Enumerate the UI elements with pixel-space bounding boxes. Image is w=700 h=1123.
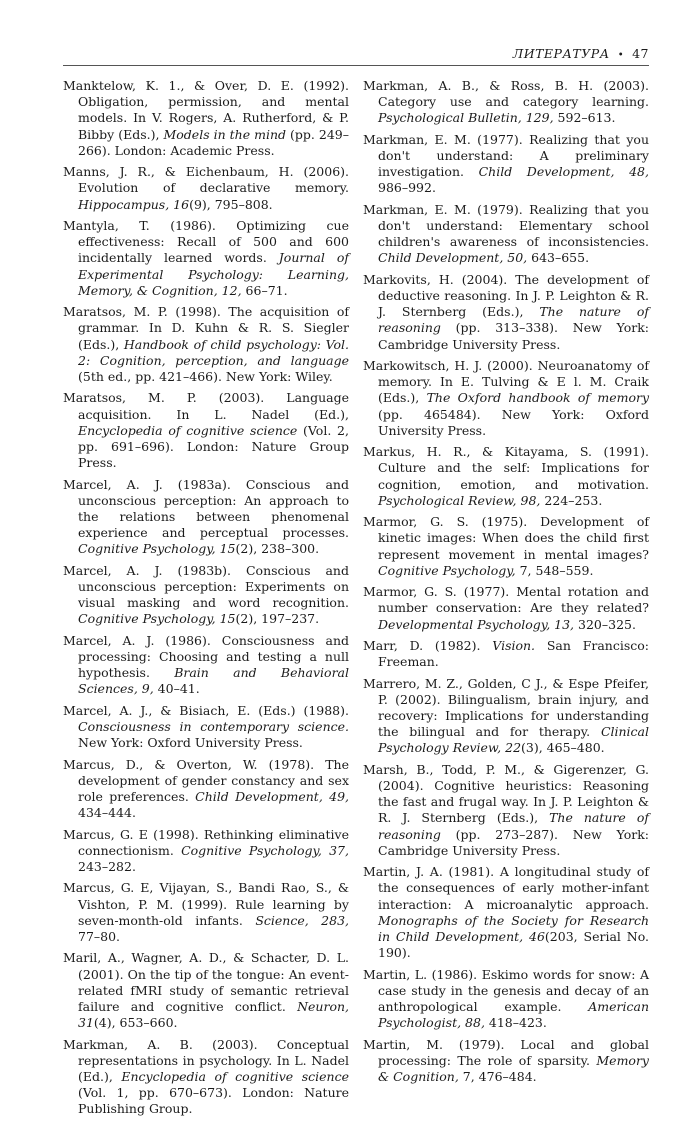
section-title: ЛИТЕРАТУРА	[512, 46, 610, 61]
reference-source: Cognitive Psychology, 37,	[181, 842, 349, 858]
reference-source: Psychological Bulletin, 129,	[378, 110, 554, 126]
reference-details: 643–655.	[527, 250, 590, 266]
reference-text: Marmor, G. S. (1977). Mental rotation and number conservation: Are they related?	[363, 584, 649, 616]
reference-text: Marcel, A. J. (1986). Consciousness and processing: Choosing and testing a null hypothesis.	[63, 632, 349, 681]
reference-source: Neuron, 31	[78, 999, 349, 1031]
reference-entry	[363, 638, 649, 670]
reference-details: (pp. 249–266). London: Academic Press.	[78, 126, 349, 158]
reference-text: Marsh, B., Todd, P. M., & Gigerenzer, G. (2004). Cognitive heuristics: Reasoning the fast and frugal way. In J. P. Leighton & R. J. Sternberg (Eds.),	[363, 761, 649, 826]
reference-text: Marcel, A. J., & Bisiach, E. (Eds.) (1988).	[63, 702, 349, 718]
running-head	[63, 46, 649, 66]
reference-details: (4), 653–660.	[93, 1015, 178, 1031]
reference-text: Marmor, G. S. (1975). Development of kinetic images: When does the child first represent movement in mental images?	[363, 514, 649, 562]
reference-source: Hippocampus, 16	[78, 196, 190, 212]
reference-source: The nature of reasoning	[378, 810, 649, 842]
reference-details: 434–444.	[78, 805, 136, 821]
reference-text: Markus, H. R., & Kitayama, S. (1991). Culture and the self: Implications for cognition, emotion, and motivation.	[363, 444, 649, 492]
reference-source: Child Development, 50,	[378, 250, 528, 266]
reference-text: Martin, J. A. (1981). A longitudinal study of the consequences of early mother-infant interaction: A microanalytic approach.	[363, 864, 649, 912]
reference-details: 418–423.	[484, 1015, 547, 1031]
reference-entry	[63, 950, 349, 1031]
reference-source: American Psychologist, 88,	[378, 999, 649, 1031]
reference-source: Cognitive Psychology,	[378, 562, 516, 578]
reference-entry	[63, 390, 349, 471]
reference-source: Clinical Psychology Review, 22	[378, 724, 649, 756]
reference-details: (203, Serial No. 190).	[378, 929, 649, 961]
reference-source: Handbook of child psychology: Vol. 2: Cognition, perception, and language	[78, 336, 350, 368]
reference-entry	[363, 864, 649, 961]
reference-details: (Vol. 1, pp. 670–673). London: Nature Publishing Group.	[78, 1085, 349, 1117]
reference-details: (pp. 313–338). New York: Cambridge University Press.	[378, 320, 649, 352]
reference-details: 7, 548–559.	[515, 562, 594, 578]
reference-source: Encyclopedia of cognitive science	[121, 1069, 349, 1085]
reference-text: Markovits, H. (2004). The development of deductive reasoning. In J. P. Leighton & R. J. Sternberg (Eds.),	[363, 271, 649, 320]
reference-entry	[63, 827, 349, 876]
reference-text: Martin, M. (1979). Local and global processing: The role of sparsity.	[363, 1036, 649, 1068]
reference-source: Developmental Psychology, 13,	[378, 616, 575, 632]
reference-text: Markman, E. M. (1979). Realizing that you don't understand: Elementary school children's awareness of inconsistencies.	[363, 201, 649, 250]
reference-source: Memory & Cognition,	[378, 1052, 649, 1085]
reference-entry	[63, 563, 349, 628]
reference-source: Child Development, 49,	[195, 789, 349, 805]
reference-details: 224–253.	[540, 492, 603, 508]
reference-text: Marrero, M. Z., Golden, C J., & Espe Pfeifer, P. (2002). Bilingualism, brain injury, and recovery: Implications for understanding the bilingual and for therapy.	[363, 675, 649, 740]
reference-text: Maratsos, M. P. (1998). The acquisition of grammar. In D. Kuhn & R. S. Siegler (Eds.),	[63, 304, 349, 352]
reference-text: Marcel, A. J. (1983b). Conscious and unconscious perception: Experiments on visual masking and word recognition.	[63, 562, 349, 611]
reference-details: 66–71.	[241, 282, 288, 298]
reference-entry	[363, 358, 649, 439]
reference-details: (2), 238–300.	[235, 541, 320, 557]
reference-details: New York: Oxford University Press.	[78, 735, 303, 751]
reference-source: Models in the mind	[163, 126, 287, 142]
reference-details: 592–613.	[553, 110, 616, 126]
reference-source: Child Development, 48,	[478, 164, 649, 180]
reference-entry	[363, 132, 649, 197]
reference-source: The Oxford handbook of memory	[426, 390, 650, 406]
reference-details: 7, 476–484.	[458, 1069, 537, 1085]
reference-text: Maratsos, M. P. (2003). Language acquisition. In L. Nadel (Ed.),	[63, 390, 349, 422]
reference-details: (9), 795–808.	[189, 196, 273, 212]
reference-entry	[63, 304, 349, 385]
reference-entry	[63, 633, 349, 698]
reference-text: Markman, E. M. (1977). Realizing that you don't understand: A preliminary investigation.	[363, 131, 649, 180]
reference-text: Marcus, G. E (1998). Rethinking eliminative connectionism.	[63, 826, 349, 858]
reference-entry	[363, 444, 649, 509]
reference-entry	[363, 1037, 649, 1086]
reference-entry	[63, 78, 349, 159]
reference-details: (Vol. 2, pp. 691–696). London: Nature Group Press.	[78, 422, 349, 471]
page-number: 47	[632, 46, 649, 61]
reference-entry	[363, 584, 649, 633]
reference-text: Markowitsch, H. J. (2000). Neuroanatomy of memory. In E. Tulving & E l. M. Craik (Eds.),	[363, 358, 649, 406]
reference-entry	[63, 757, 349, 822]
reference-details: 986–992.	[378, 180, 436, 196]
reference-source: Encyclopedia of cognitive science	[78, 422, 298, 438]
reference-source: Journal of Experimental Psychology: Learning, Memory, & Cognition, 12,	[78, 250, 349, 298]
reference-entry	[363, 514, 649, 579]
reference-entry	[363, 202, 649, 267]
reference-text: Markman, A. B. (2003). Conceptual representations in psychology. In L. Nadel (Ed.),	[63, 1036, 349, 1085]
reference-details: (3), 465–480.	[521, 740, 605, 756]
reference-text: Maril, A., Wagner, A. D., & Schacter, D. L. (2001). On the tip of the tongue: An event-related fMRI study of semantic retrieval failure and cognitive conflict.	[63, 950, 349, 1015]
reference-entry	[63, 164, 349, 213]
reference-source: Psychological Review, 98,	[378, 492, 541, 508]
reference-source: Cognitive Psychology, 15	[78, 611, 236, 627]
reference-source: Science, 283,	[255, 912, 349, 928]
reference-text: Manktelow, K. 1., & Over, D. E. (1992). Obligation, permission, and mental models. In V. Rogers, A. Rutherford, & P. Bibby (Eds.),	[63, 78, 349, 142]
reference-details: 40–41.	[153, 681, 200, 697]
left-column	[63, 78, 349, 1123]
reference-text: Marr, D. (1982).	[363, 638, 493, 653]
reference-source: Cognitive Psychology, 15	[78, 541, 236, 557]
reference-entry	[363, 967, 649, 1032]
reference-details: (5th ed., pp. 421–466). New York: Wiley.	[78, 369, 333, 385]
reference-details: (pp. 273–287). New York: Cambridge University Press.	[378, 826, 649, 858]
reference-details: 243–282.	[78, 859, 136, 875]
reference-entry	[63, 880, 349, 945]
reference-source: The nature of reasoning	[378, 304, 649, 336]
reference-entry	[363, 272, 649, 353]
reference-details: (pp. 465484). New York: Oxford University Press.	[378, 406, 649, 438]
reference-details: San Francisco: Freeman.	[378, 638, 649, 670]
reference-source: Consciousness in contemporary science.	[78, 719, 349, 735]
reference-source: Monographs of the Society for Research in Child Development, 46	[378, 912, 649, 945]
reference-details: (2), 197–237.	[235, 611, 320, 627]
reference-source: Vision.	[492, 638, 536, 653]
reference-details: 320–325.	[574, 616, 636, 632]
reference-entry	[363, 762, 649, 859]
reference-text: Mantyla, T. (1986). Optimizing cue effectiveness: Recall of 500 and 600 incidentally learned words.	[63, 218, 349, 266]
reference-text: Marcus, D., & Overton, W. (1978). The development of gender constancy and sex role preferences.	[63, 756, 349, 805]
right-column	[363, 78, 649, 1090]
reference-source: Brain and Behavioral Sciences, 9,	[78, 665, 349, 697]
reference-text: Marcus, G. E, Vijayan, S., Bandi Rao, S., & Vishton, P. M. (1999). Rule learning by seven-month-old infants.	[63, 880, 349, 928]
reference-entry	[63, 703, 349, 752]
reference-entry	[363, 78, 649, 127]
reference-entry	[63, 1037, 349, 1118]
header-bullet: •	[617, 50, 625, 61]
reference-entry	[63, 477, 349, 558]
reference-entry	[363, 676, 649, 757]
reference-text: Manns, J. R., & Eichenbaum, H. (2006). Evolution of declarative memory.	[63, 164, 349, 196]
reference-text: Marcel, A. J. (1983a). Conscious and unconscious perception: An approach to the relations between phenomenal experience and perceptual processes.	[63, 476, 349, 541]
reference-entry	[63, 218, 349, 299]
reference-text: Markman, A. B., & Ross, B. H. (2003). Category use and category learning.	[363, 78, 649, 110]
reference-details: 77–80.	[78, 929, 121, 945]
reference-text: Martin, L. (1986). Eskimo words for snow: A case study in the genesis and decay of an anthropological example.	[363, 966, 649, 1015]
